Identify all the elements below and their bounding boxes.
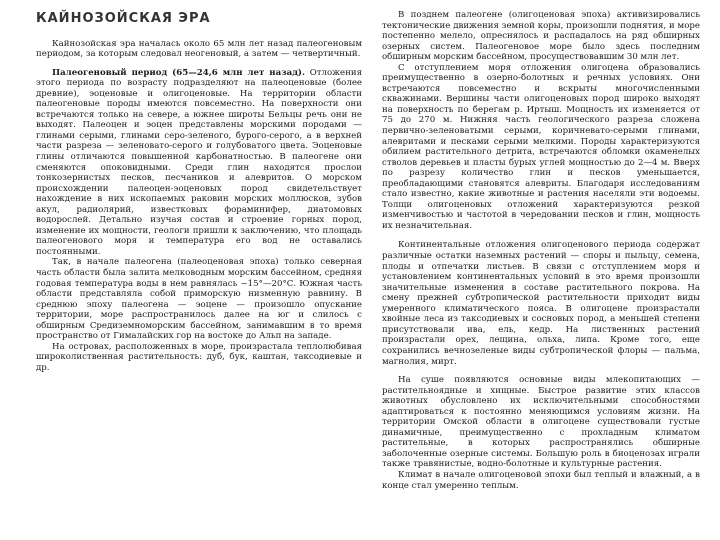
paleogen-title: Палеогеновый период (65—24,6 млн лет назад). <box>52 67 305 78</box>
left-column <box>36 0 362 374</box>
vegetation-paragraph: Континентальные отложения олигоценового периода содержат различные остатки наземных растений — споры и пыльцу, семена, плоды и отпечатки листьев. В связи с отступлением моря и установлением континентальных условий в это время произошли значительные изменения в составе растительного покрова. На смену прежней субтропической растительности приходит виды умеренного климатического пояса. В олигоцене произрастали хвойные леса из таксодиевых и сосновых пород, а меньшей степени присутствовали ива, ель, кедр. На лиственных растений произрастали орех, лещина, ольха, липа. Кроме того, еще сохранились вечнозеленые виды субтропической флоры — пальма, магнолия, мирт. <box>382 240 700 367</box>
late-paleogene-paragraph: В позднем палеогене (олигоценовая эпоха) активизировались тектонические движения земной коры, произошли поднятия, и море постепенно мелело, опреснялось и распадалось на ряд обширных озерных систем. Палеогеновое море было здесь последним обширным морским бассейном, просуществовавшим 30 млн лет. <box>382 10 700 63</box>
paleogen-text: Отложения этого периода по возрасту подразделяют на палеоценовые (более древние), эоценовые и олигоценовые. На территории области палеогеновые породы имеются повсеместно. На поверхности они встречаются только на севере, а южнее широты Бельцы речь они не выходят. Палеоцен и эоцен представлены морскими породами — глинами серыми, глинами серо-зеленого, бурого-серого, а в верхней части разреза — зеленовато-серого и голубоватого цвета. Эоценовые глины отличаются повышенной карбонатностью. В палеогене они сменяются опоковидными. Среди глин находятся прослои тонкозернистых песков, песчаников и алевритов. О морском происхождении палеоцен-эоценовых пород свидетельствует нахождение в них ископаемых раковин морских моллюсков, зубов акул, радиолярий, известковых фораминифер, диатомовых водорослей. Детально изучая состав и строение горных пород, изменение их мощности, геологи пришли к заключению, что площадь палеогенового моря и температура его вод не оставались постоянными. <box>36 67 362 257</box>
right-column <box>382 0 700 491</box>
islands-paragraph: На островах, расположенных в море, произрастала теплолюбивая широколиственная растительность: дуб, бук, каштан, таксодиевые и др. <box>36 341 362 373</box>
paleogen-paragraph <box>36 68 362 258</box>
page-title: КАЙНОЗОЙСКАЯ ЭРА <box>36 11 211 26</box>
climate-end-paragraph: Климат в начале олигоценовой эпохи был теплый и влажный, а в конце стал умеренно теплым. <box>382 469 700 491</box>
mammals-paragraph: На суше появляются основные виды млекопитающих — растительноядные и хищные. Быстрое развитие этих классов животных обусловлено их исключительными способностями адаптироваться к постоянно меняющимся условиям жизни. На территории Омской области в олигоцене существовали густые динамичные, преимущественно с прохладным климатом растительные, в которых распространялись обширные заболоченные озерные системы. Большую роль в биоценозах играли также травянистые, водно-болотные и культурные растения. <box>382 375 700 470</box>
climate-paragraph: Так, в начале палеогена (палеоценовая эпоха) только северная часть области была залита мелководным морским бассейном, средняя годовая температура воды в нем равнялась ~15°—20°С. Южная часть области представляла собой приморскую низменную равнину. В среднюю эпоху палеогена — эоцене — произошло опускание территории, море распространилось далее на юг и слилось с обширным Средиземноморским бассейном, занимавшим в то время пространство от Гималайских гор на востоке до Альп на западе. <box>36 257 362 342</box>
oligocene-deposits-paragraph: С отступлением моря отложения олигоцена образовались преимущественно в озерно-болотных и речных условиях. Они встречаются повсеместно и вскрыты многочисленными скважинами. Вершины части олигоценовых пород широко выходят на поверхность по берегам р. Иртыш. Мощность их изменяется от 75 до 270 м. Нижняя часть геологического разреза сложена первично-зеленоватыми серыми, коричневато-серыми глинами, алевритами и песками серыми мелкими. Породы характеризуются обилием растительного детрита, встречаются обломки окаменелых стволов деревьев и пласты бурых углей мощностью до 2—4 м. Вверх по разрезу количество глин и песков уменьшается, преобладающими становятся алевриты. Благодаря исследованиям стало известно, какие животные и растения населяли эти водоемы. Толщи олигоценовых отложений характеризуются резкой изменчивостью и частотой в чередовании песков и глин, мощность их незначительная. <box>382 62 700 231</box>
intro-paragraph: Кайнозойская эра началась около 65 млн лет назад палеогеновым периодом, за которым следовал неогеновый, а затем — четвертичный. <box>36 38 362 60</box>
